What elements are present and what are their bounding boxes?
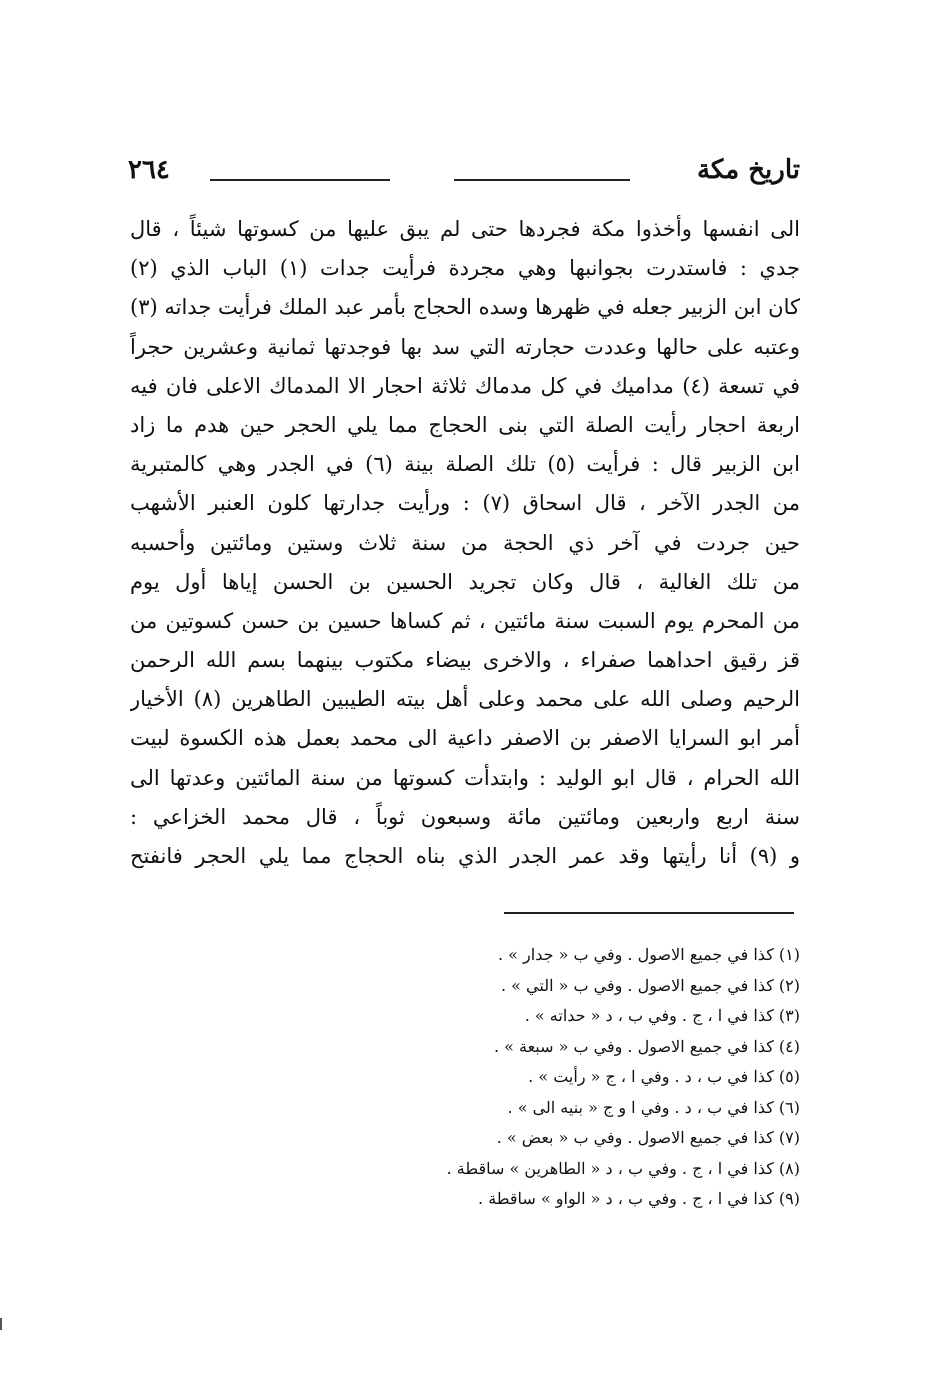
text-line: في تسعة (٤) مداميك في كل مدماك ثلاثة احجار الا المدماك الاعلى فان فيه xyxy=(130,373,800,398)
header-rule xyxy=(210,179,390,181)
main-text xyxy=(130,210,800,876)
footnote: (٥) كذا في ب ، د . وفي ا ، ج « رأيت » . xyxy=(528,1067,800,1086)
text-line: سنة اربع واربعين ومائتين مائة وسبعون ثوباً ، قال محمد الخزاعي : xyxy=(130,804,800,829)
footnote: (٦) كذا في ب ، د . وفي ا و ج « بنيه الى » . xyxy=(507,1097,800,1117)
text-line: اربعة احجار رأيت الصلة التي بنى الحجاج مما يلي الحجر حين هدم ما زاد xyxy=(130,412,800,437)
header-rule xyxy=(454,179,630,181)
footnote: (١) كذا في جميع الاصول . وفي ب « جدار » . xyxy=(498,945,800,964)
page-number: ٢٦٤ xyxy=(128,155,170,185)
footnote: (٧) كذا في جميع الاصول . وفي ب « بعض » . xyxy=(496,1128,800,1147)
text-line: من الجدر الآخر ، قال اسحاق (٧) : ورأيت جدارتها كلون العنبر الأشهب xyxy=(130,491,800,516)
footnote: (٨) كذا في ا ، ج . وفي ب ، د « الطاهرين » ساقطة . xyxy=(446,1158,800,1178)
text-line: أمر ابو السرايا الاصفر بن الاصفر داعية الى محمد بعمل هذه الكسوة لبيت xyxy=(130,726,800,751)
text-line: من المحرم يوم السبت سنة مائتين ، ثم كساها حسين بن حسن كسوتين من xyxy=(130,608,800,633)
footnote: (٩) كذا في ا ، ج . وفي ب ، د « الواو » ساقطة . xyxy=(478,1189,800,1208)
text-line: وعتبه على حالها وعددت حجارته التي سد بها فوجدتها ثمانية وعشرين حجراً xyxy=(130,334,800,359)
footnotes xyxy=(380,940,800,1215)
scan-margin-mark xyxy=(0,1318,2,1330)
text-line: كان ابن الزبير جعله في ظهرها وسده الحجاج بأمر عبد الملك فرأيت جداته (٣) xyxy=(130,295,800,320)
running-header xyxy=(128,152,800,192)
running-title: تاريخ مكة xyxy=(696,155,800,185)
footnote-separator xyxy=(504,912,794,914)
footnote: (٢) كذا في جميع الاصول . وفي ب « التي » . xyxy=(500,975,800,995)
footnote: (٣) كذا في ا ، ج . وفي ب ، د « حداته » . xyxy=(524,1006,800,1025)
text-line: حين جردت في آخر ذي الحجة من سنة ثلاث وستين ومائتين وأحسبه xyxy=(130,530,800,555)
text-line: جدي : فاستدرت بجوانبها وهي مجردة فرأيت جدات (١) الباب الذي (٢) xyxy=(130,256,800,281)
text-line: الرحيم وصلى الله على محمد وعلى أهل بيته الطيبين الطاهرين (٨) الأخيار xyxy=(130,687,800,712)
text-line: الى انفسها وأخذوا مكة فجردها حتى لم يبق عليها من كسوتها شيئاً ، قال xyxy=(130,217,800,241)
text-line: الله الحرام ، قال ابو الوليد : وابتدأت كسوتها من سنة المائتين وعدتها الى xyxy=(130,765,800,790)
text-line: و (٩) أنا رأيتها وقد عمر الجدر الذي بناه الحجاج مما يلي الحجر فانفتح xyxy=(130,844,800,868)
text-line: من تلك الغالية ، قال وكان تجريد الحسين بن الحسن إياها أول يوم xyxy=(130,569,800,594)
footnote: (٤) كذا في جميع الاصول . وفي ب « سبعة » . xyxy=(493,1036,800,1056)
text-line: قز رقيق احداهما صفراء ، والاخرى بيضاء مكتوب بينهما بسم الله الرحمن xyxy=(130,648,800,673)
text-line: ابن الزبير قال : فرأيت (٥) تلك الصلة بينة (٦) في الجدر وهي كالمتبرية xyxy=(130,452,800,477)
